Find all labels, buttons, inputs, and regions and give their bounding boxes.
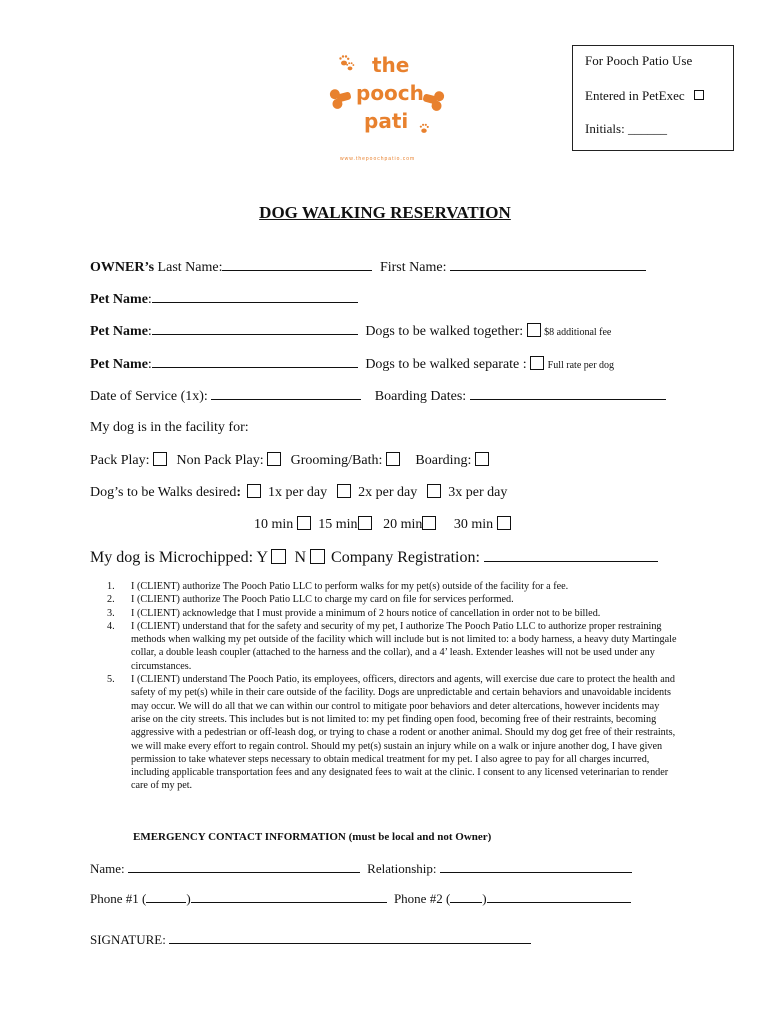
- pooch-patio-logo: [326, 46, 450, 170]
- walked-together-checkbox[interactable]: [527, 323, 541, 337]
- duration-20-label: 20 min: [383, 517, 423, 532]
- duration-20-checkbox[interactable]: [422, 516, 436, 530]
- microchip-yes-label: Y: [256, 549, 268, 566]
- walked-together-note: $8 additional fee: [544, 327, 612, 338]
- owner-label: OWNER’s: [90, 260, 155, 275]
- last-name-field[interactable]: [222, 258, 372, 271]
- page-title: DOG WALKING RESERVATION: [259, 203, 511, 222]
- walks-desired-colon: :: [236, 485, 242, 500]
- walked-separate-note: Full rate per dog: [547, 360, 615, 371]
- logo-word-the: the: [372, 53, 410, 77]
- logo-word-patio: pati: [364, 109, 409, 133]
- company-registration-label: Company Registration:: [331, 549, 480, 566]
- walks-1x-label: 1x per day: [268, 485, 328, 500]
- pack-play-label: Pack Play:: [90, 453, 150, 468]
- paw-print-icon: [420, 124, 429, 133]
- duration-10-label: 10 min: [254, 517, 294, 532]
- duration-10-checkbox[interactable]: [297, 516, 311, 530]
- walks-1x-checkbox[interactable]: [337, 484, 351, 498]
- entered-in-petexec-label: Entered in PetExec: [585, 88, 685, 103]
- signature-label: SIGNATURE:: [90, 932, 166, 947]
- phone-2-number-field[interactable]: [487, 890, 631, 903]
- entered-in-petexec-checkbox[interactable]: [694, 90, 704, 100]
- duration-15-checkbox[interactable]: [358, 516, 372, 530]
- grooming-bath-checkbox[interactable]: [386, 452, 400, 466]
- pet-name-field-3[interactable]: [152, 355, 358, 368]
- walks-desired-label: Dog’s to be Walks desired: [90, 485, 237, 500]
- phone-1-label: Phone #1 (: [90, 891, 147, 906]
- non-pack-play-checkbox[interactable]: [267, 452, 281, 466]
- non-pack-play-label: Non Pack Play:: [176, 453, 264, 468]
- paw-print-icon: [339, 55, 349, 65]
- last-name-label: Last Name:: [157, 260, 223, 275]
- microchip-no-checkbox[interactable]: [310, 549, 325, 564]
- grooming-bath-label: Grooming/Bath:: [290, 453, 383, 468]
- pet-name-label: Pet Name: [90, 292, 148, 307]
- walks-2x-checkbox[interactable]: [427, 484, 441, 498]
- phone-2-area-field[interactable]: [450, 890, 482, 903]
- emergency-heading: EMERGENCY CONTACT INFORMATION (must be local and not Owner): [133, 831, 492, 843]
- microchip-yes-checkbox[interactable]: [271, 549, 286, 564]
- owner-row: [90, 258, 646, 276]
- initials-label: Initials: ______: [585, 121, 667, 136]
- office-use-box: [572, 45, 734, 151]
- pet-name-field-1[interactable]: [152, 290, 358, 303]
- office-use-heading: For Pooch Patio Use: [585, 53, 693, 68]
- walked-together-label: Dogs to be walked together:: [365, 324, 524, 339]
- boarding-checkbox[interactable]: [475, 452, 489, 466]
- first-name-label: First Name:: [379, 260, 447, 275]
- duration-15-label: 15 min: [318, 517, 358, 532]
- bone-icon: [329, 85, 353, 109]
- walks-2x-label: 2x per day: [358, 485, 418, 500]
- walked-separate-label: Dogs to be walked separate :: [365, 357, 527, 372]
- paw-print-icon: [346, 62, 354, 70]
- first-name-field[interactable]: [450, 258, 646, 271]
- facility-heading: My dog is in the facility for:: [90, 420, 249, 435]
- boarding-label: Boarding:: [415, 453, 472, 468]
- signature-field[interactable]: [169, 931, 531, 944]
- emergency-name-field[interactable]: [128, 860, 360, 873]
- pet-name-label: Pet Name: [90, 324, 148, 339]
- microchip-label: My dog is Microchipped:: [90, 549, 254, 566]
- emergency-name-label: Name:: [90, 861, 125, 876]
- boarding-dates-field[interactable]: [470, 387, 666, 400]
- terms-list: [90, 580, 680, 793]
- pet-name-field-2[interactable]: [152, 322, 358, 335]
- relationship-label: Relationship:: [367, 861, 437, 876]
- duration-30-label: 30 min: [453, 517, 494, 532]
- logo-url: www.thepoochpatio.com: [340, 156, 416, 162]
- bone-icon: [421, 87, 445, 111]
- microchip-no-label: N: [294, 549, 307, 566]
- pet-name-label: Pet Name: [90, 357, 148, 372]
- boarding-dates-label: Boarding Dates:: [374, 389, 467, 404]
- walks-3x-label: 3x per day: [448, 485, 508, 500]
- terms-item: 5. I (CLIENT) understand The Pooch Patio, its employees, officers, directors and agents, will exercise due care to protect the health and safety of my pet(s) while in their care outside of the facility. Dogs are unpredictable and certain behaviors and unavoidable incidents may occur. We will do all that we can within our control to mitigate poor behaviors and deter altercations, however incidents may arise on the city streets. This includes but is not limited to: my pet finding open food, becoming free of their restraints, becoming aggressive with a pedestrian or off-leash dog, or trying to chase a rodent or another animal. Should my dog get free of their restraints, we will make every effort to regain control. Should my pet(s) sustain an injury while on a walk or injure another dog, I have given permission to take whatever steps necessary to obtain medical treatment for my pet. I also agree to pay for all charges incurred, including applicable transportation fees and any designated fees to wait at the clinic. I consent to any licensed veterinarian to render care of my pet.: [107, 674, 676, 792]
- terms-item: 3. I (CLIENT) acknowledge that I must provide a minimum of 2 hours notice of cancellation in order not to be billed.: [107, 607, 601, 619]
- walked-separate-checkbox[interactable]: [530, 356, 544, 370]
- terms-item: 1. I (CLIENT) authorize The Pooch Patio LLC to perform walks for my pet(s) outside of the facility for a fee.: [107, 581, 569, 592]
- walks-desired-checkbox[interactable]: [247, 484, 261, 498]
- terms-item: 4. I (CLIENT) understand that for the safety and security of my pet, I authorize The Pooch Patio LLC to authorize proper restraining methods when walking my pet outside of the facility which will include but is not limited to: a body harness, a heavy duty Martingale collar, a double leash coupler (attached to the harness and the collar), and a 4’ leash. Extender leashes will not be used under any circumstances.: [107, 620, 677, 672]
- pack-play-checkbox[interactable]: [153, 452, 167, 466]
- date-of-service-field[interactable]: [211, 387, 361, 400]
- phone-2-label: Phone #2 (: [393, 891, 451, 906]
- date-of-service-label: Date of Service (1x):: [90, 389, 208, 404]
- phone-1-number-field[interactable]: [191, 890, 387, 903]
- duration-30-checkbox[interactable]: [497, 516, 511, 530]
- relationship-field[interactable]: [440, 860, 632, 873]
- logo-word-pooch: pooch: [356, 81, 424, 105]
- terms-item: 2. I (CLIENT) authorize The Pooch Patio LLC to charge my card on file for services performed.: [107, 594, 514, 606]
- company-registration-field[interactable]: [484, 549, 658, 562]
- phone-1-area-field[interactable]: [146, 890, 186, 903]
